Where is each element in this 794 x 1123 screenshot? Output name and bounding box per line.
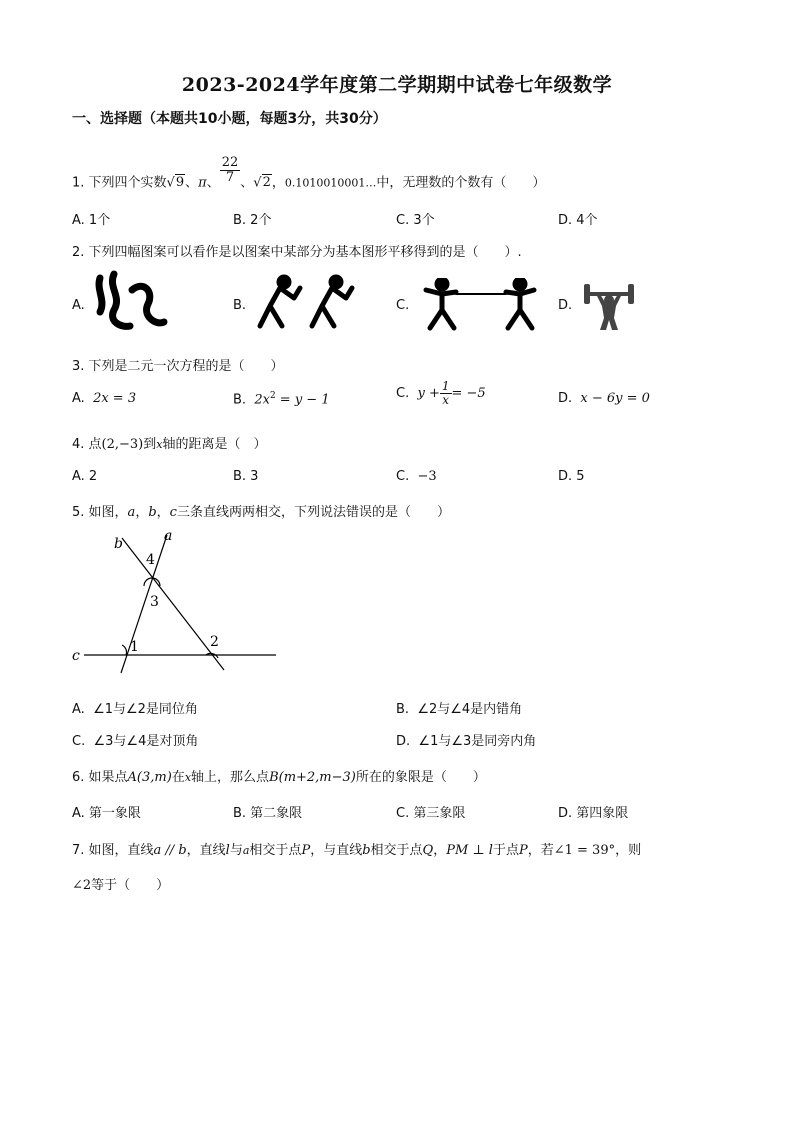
- figure-b-body: [312, 288, 352, 326]
- q6-option-b: B. 第二象限: [233, 806, 303, 821]
- q5-option-c: C. ∠3与∠4是对顶角: [72, 734, 199, 749]
- question-4: 4. 点(2,−3)到x轴的距离是（ ）: [72, 437, 267, 452]
- figure-c-head: [515, 279, 525, 289]
- q2-figure-c: [422, 278, 538, 332]
- repeating-decimal: 0.1010010001…: [284, 176, 377, 190]
- q5-figure: [70, 528, 280, 678]
- label-a: a: [164, 528, 173, 544]
- q2-figure-d: [580, 278, 638, 332]
- label-c: c: [72, 648, 80, 664]
- q6-option-a: A. 第一象限: [72, 806, 141, 821]
- figure-c-head: [437, 279, 447, 289]
- figure-b-head: [279, 277, 289, 287]
- sqrt-9: √9: [166, 175, 185, 191]
- question-3: 3. 下列是二元一次方程的是（ ）: [72, 359, 284, 374]
- q4-option-b: B. 3: [233, 469, 259, 484]
- figure-a-stroke: [112, 274, 130, 326]
- label-angle-2: 2: [210, 634, 219, 650]
- q2-option-d: D.: [558, 298, 573, 313]
- q6-option-c: C. 第三象限: [396, 806, 466, 821]
- q4-option-d: D. 5: [558, 469, 585, 484]
- label-angle-1: 1: [130, 639, 139, 655]
- figure-b-body: [260, 288, 300, 326]
- figure-b-head: [331, 277, 341, 287]
- question-2: 2. 下列四幅图案可以看作是以图案中某部分为基本图形平移得到的是（ ）.: [72, 245, 522, 260]
- q3-option-a: A. 2x = 3: [72, 391, 137, 406]
- q2-option-c: C.: [396, 298, 410, 313]
- q4-option-a: A. 2: [72, 469, 98, 484]
- q3-option-c: C. y + $\frac{1}{x}$ = −5: [396, 379, 486, 408]
- q6-option-d: D. 第四象限: [558, 806, 629, 821]
- label-b: b: [114, 536, 123, 552]
- section-heading: 一、选择题（本题共10小题，每题3分，共30分）: [72, 111, 387, 127]
- q5-option-b: B. ∠2与∠4是内错角: [396, 702, 523, 717]
- q1-option-d: D. 4个: [558, 213, 598, 228]
- page-title: 2023-2024学年度第二学期期中试卷七年级数学: [181, 74, 613, 96]
- question-7-line-2: ∠2等于（ ）: [72, 878, 170, 893]
- pi: π: [198, 175, 207, 191]
- label-angle-4: 4: [146, 552, 155, 568]
- sqrt-2: √2: [253, 175, 271, 191]
- figure-c-body: [506, 290, 534, 328]
- question-1: 1. 下列四个实数√9、π、 $\frac{22}{7}$ 、√2，0.1010010001…中，无理数的个数有（ ）: [72, 155, 546, 191]
- angle-1-arc: [122, 645, 127, 655]
- figure-c-body: [426, 290, 456, 328]
- question-5: 5. 如图，a，b，c三条直线两两相交，下列说法错误的是（ ）: [72, 505, 450, 520]
- fraction-22-7: $\frac{22}{7}$: [221, 155, 239, 186]
- q3-option-d: D. x − 6y = 0: [558, 391, 650, 406]
- q1-option-a: A. 1个: [72, 213, 111, 228]
- q3-option-b: B. $2x^2 = y - 1$: [233, 391, 330, 408]
- question-7: 7. 如图，直线a // b，直线l与a相交于点P，与直线b相交于点Q，PM ⊥ l于点P，若∠1 = 39°，则: [72, 843, 642, 858]
- q5-option-d: D. ∠1与∠3是同旁内角: [396, 734, 537, 749]
- q2-option-a: A.: [72, 298, 85, 313]
- q2-option-b: B.: [233, 298, 247, 313]
- q5-option-a: A. ∠1与∠2是同位角: [72, 702, 198, 717]
- q4-option-c: C. −3: [396, 469, 437, 484]
- line-a: [121, 535, 167, 673]
- figure-a-stroke: [99, 278, 102, 312]
- question-6: 6. 如果点A(3,m)在x轴上，那么点B(m+2,m−3)所在的象限是（ ）: [72, 770, 486, 785]
- q1-option-c: C. 3个: [396, 213, 435, 228]
- q1-option-b: B. 2个: [233, 213, 272, 228]
- figure-a-stroke: [132, 286, 164, 323]
- q2-figure-a: [92, 270, 172, 336]
- label-angle-3: 3: [150, 594, 159, 610]
- angle-2-arc: [206, 653, 218, 658]
- q2-figure-b: [254, 274, 358, 332]
